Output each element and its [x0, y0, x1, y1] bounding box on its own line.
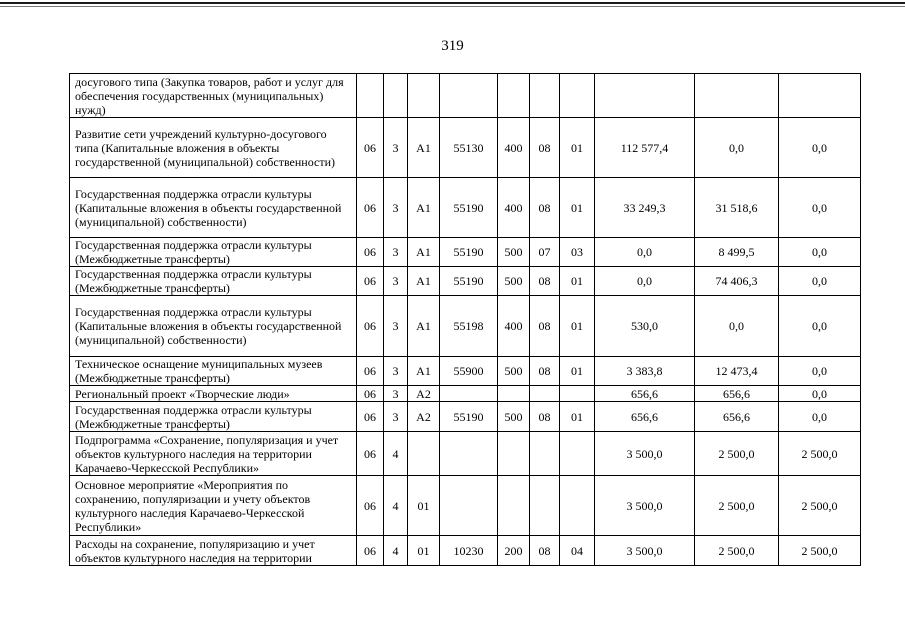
- row-name-cell: Государственная поддержка отрасли культуры (Капитальные вложения в объекты государственной (муниципальной) собственности): [70, 178, 357, 238]
- code-program-cell: 06: [357, 118, 384, 178]
- code-direction-cell: 55190: [440, 238, 498, 267]
- code-section-cell: 08: [530, 357, 560, 386]
- code-subsection-cell: [560, 476, 595, 536]
- code-event-cell: A2: [408, 402, 440, 432]
- code-program-cell: 06: [357, 432, 384, 476]
- amount-year2-cell: 656,6: [695, 402, 779, 432]
- code-direction-cell: 55190: [440, 178, 498, 238]
- amount-year1-cell: [595, 74, 695, 118]
- amount-year3-cell: 2 500,0: [779, 432, 861, 476]
- code-direction-cell: 10230: [440, 536, 498, 566]
- code-direction-cell: 55130: [440, 118, 498, 178]
- code-subprogram-cell: 3: [384, 357, 408, 386]
- code-event-cell: A2: [408, 386, 440, 402]
- amount-year3-cell: 0,0: [779, 296, 861, 357]
- amount-year3-cell: 2 500,0: [779, 536, 861, 566]
- code-program-cell: 06: [357, 476, 384, 536]
- amount-year2-cell: [695, 74, 779, 118]
- amount-year2-cell: 0,0: [695, 296, 779, 357]
- scan-top-border: [0, 2, 905, 4]
- code-event-cell: 01: [408, 536, 440, 566]
- code-expense-type-cell: 500: [498, 238, 530, 267]
- amount-year1-cell: 0,0: [595, 267, 695, 296]
- code-expense-type-cell: 500: [498, 267, 530, 296]
- code-event-cell: A1: [408, 118, 440, 178]
- row-name-cell: Региональный проект «Творческие люди»: [70, 386, 357, 402]
- amount-year2-cell: 2 500,0: [695, 536, 779, 566]
- code-subsection-cell: 01: [560, 267, 595, 296]
- table-row: [70, 118, 861, 178]
- amount-year3-cell: 0,0: [779, 402, 861, 432]
- code-subprogram-cell: 3: [384, 118, 408, 178]
- row-name-cell: Техническое оснащение муниципальных музеев (Межбюджетные трансферты): [70, 357, 357, 386]
- code-subprogram-cell: 3: [384, 267, 408, 296]
- code-subsection-cell: 01: [560, 357, 595, 386]
- code-subprogram-cell: 4: [384, 432, 408, 476]
- code-section-cell: 08: [530, 267, 560, 296]
- amount-year2-cell: 8 499,5: [695, 238, 779, 267]
- amount-year2-cell: 656,6: [695, 386, 779, 402]
- code-subsection-cell: 01: [560, 178, 595, 238]
- table-row: [70, 74, 861, 118]
- row-name-cell: Государственная поддержка отрасли культуры (Межбюджетные трансферты): [70, 267, 357, 296]
- code-expense-type-cell: 400: [498, 178, 530, 238]
- code-subsection-cell: [560, 432, 595, 476]
- row-name-cell: Расходы на сохранение, популяризацию и учет объектов культурного наследия на территории: [70, 536, 357, 566]
- code-expense-type-cell: 400: [498, 296, 530, 357]
- code-direction-cell: [440, 74, 498, 118]
- code-program-cell: 06: [357, 178, 384, 238]
- code-subprogram-cell: [384, 74, 408, 118]
- amount-year2-cell: 12 473,4: [695, 357, 779, 386]
- code-program-cell: [357, 74, 384, 118]
- amount-year1-cell: 3 500,0: [595, 432, 695, 476]
- code-event-cell: [408, 432, 440, 476]
- code-program-cell: 06: [357, 238, 384, 267]
- table-row: [70, 476, 861, 536]
- amount-year3-cell: 0,0: [779, 357, 861, 386]
- amount-year1-cell: 3 500,0: [595, 536, 695, 566]
- code-program-cell: 06: [357, 536, 384, 566]
- amount-year3-cell: 2 500,0: [779, 476, 861, 536]
- amount-year3-cell: [779, 74, 861, 118]
- row-name-cell: Основное мероприятие «Мероприятия по сохранению, популяризации и учету объектов культурного наследия Карачаево-Черкесской Республики»: [70, 476, 357, 536]
- row-name-cell: Государственная поддержка отрасли культуры (Межбюджетные трансферты): [70, 238, 357, 267]
- amount-year3-cell: 0,0: [779, 267, 861, 296]
- code-subprogram-cell: 3: [384, 238, 408, 267]
- code-section-cell: 08: [530, 118, 560, 178]
- code-direction-cell: [440, 476, 498, 536]
- table-row: [70, 402, 861, 432]
- amount-year1-cell: 3 500,0: [595, 476, 695, 536]
- code-expense-type-cell: [498, 74, 530, 118]
- code-event-cell: A1: [408, 178, 440, 238]
- code-section-cell: 08: [530, 536, 560, 566]
- code-event-cell: 01: [408, 476, 440, 536]
- code-direction-cell: 55198: [440, 296, 498, 357]
- code-event-cell: A1: [408, 238, 440, 267]
- amount-year1-cell: 530,0: [595, 296, 695, 357]
- scan-top-border-shadow: [0, 6, 905, 7]
- code-event-cell: [408, 74, 440, 118]
- amount-year3-cell: 0,0: [779, 118, 861, 178]
- code-section-cell: 08: [530, 402, 560, 432]
- code-section-cell: 07: [530, 238, 560, 267]
- amount-year1-cell: 33 249,3: [595, 178, 695, 238]
- code-subprogram-cell: 3: [384, 386, 408, 402]
- table-row: [70, 432, 861, 476]
- code-subsection-cell: 03: [560, 238, 595, 267]
- table-row: [70, 296, 861, 357]
- code-subprogram-cell: 3: [384, 296, 408, 357]
- amount-year2-cell: 2 500,0: [695, 432, 779, 476]
- code-event-cell: A1: [408, 267, 440, 296]
- code-program-cell: 06: [357, 296, 384, 357]
- code-section-cell: [530, 476, 560, 536]
- table-row: [70, 357, 861, 386]
- code-subprogram-cell: 3: [384, 402, 408, 432]
- row-name-cell: Государственная поддержка отрасли культуры (Капитальные вложения в объекты государственной (муниципальной) собственности): [70, 296, 357, 357]
- code-program-cell: 06: [357, 386, 384, 402]
- code-expense-type-cell: 400: [498, 118, 530, 178]
- code-event-cell: A1: [408, 296, 440, 357]
- code-direction-cell: [440, 432, 498, 476]
- table-row: [70, 238, 861, 267]
- code-expense-type-cell: [498, 476, 530, 536]
- row-name-cell: досугового типа (Закупка товаров, работ и услуг для обеспечения государственных (муниципальных) нужд): [70, 74, 357, 118]
- code-subsection-cell: [560, 386, 595, 402]
- table-body: [70, 74, 861, 566]
- code-program-cell: 06: [357, 357, 384, 386]
- table-row: [70, 267, 861, 296]
- code-event-cell: A1: [408, 357, 440, 386]
- table-row: [70, 536, 861, 566]
- row-name-cell: Подпрограмма «Сохранение, популяризация и учет объектов культурного наследия на территории Карачаево-Черкесской Республики»: [70, 432, 357, 476]
- code-subprogram-cell: 4: [384, 476, 408, 536]
- code-direction-cell: 55900: [440, 357, 498, 386]
- code-section-cell: [530, 74, 560, 118]
- code-subprogram-cell: 4: [384, 536, 408, 566]
- budget-table: [69, 73, 861, 566]
- code-subsection-cell: 04: [560, 536, 595, 566]
- code-expense-type-cell: [498, 432, 530, 476]
- code-subprogram-cell: 3: [384, 178, 408, 238]
- code-section-cell: 08: [530, 178, 560, 238]
- code-direction-cell: 55190: [440, 402, 498, 432]
- amount-year3-cell: 0,0: [779, 178, 861, 238]
- amount-year1-cell: 656,6: [595, 402, 695, 432]
- amount-year1-cell: 3 383,8: [595, 357, 695, 386]
- code-section-cell: [530, 386, 560, 402]
- page-number: 319: [441, 38, 464, 54]
- code-direction-cell: 55190: [440, 267, 498, 296]
- code-subsection-cell: 01: [560, 402, 595, 432]
- code-expense-type-cell: [498, 386, 530, 402]
- code-subsection-cell: 01: [560, 296, 595, 357]
- amount-year2-cell: 31 518,6: [695, 178, 779, 238]
- code-subsection-cell: [560, 74, 595, 118]
- code-section-cell: [530, 432, 560, 476]
- code-subsection-cell: 01: [560, 118, 595, 178]
- table-row: [70, 386, 861, 402]
- amount-year1-cell: 656,6: [595, 386, 695, 402]
- code-program-cell: 06: [357, 402, 384, 432]
- amount-year1-cell: 0,0: [595, 238, 695, 267]
- code-section-cell: 08: [530, 296, 560, 357]
- amount-year3-cell: 0,0: [779, 386, 861, 402]
- row-name-cell: Развитие сети учреждений культурно-досугового типа (Капитальные вложения в объекты государственной (муниципальной) собственности): [70, 118, 357, 178]
- code-expense-type-cell: 500: [498, 402, 530, 432]
- amount-year2-cell: 74 406,3: [695, 267, 779, 296]
- amount-year2-cell: 0,0: [695, 118, 779, 178]
- code-expense-type-cell: 200: [498, 536, 530, 566]
- row-name-cell: Государственная поддержка отрасли культуры (Межбюджетные трансферты): [70, 402, 357, 432]
- table-row: [70, 178, 861, 238]
- amount-year3-cell: 0,0: [779, 238, 861, 267]
- amount-year2-cell: 2 500,0: [695, 476, 779, 536]
- code-direction-cell: [440, 386, 498, 402]
- amount-year1-cell: 112 577,4: [595, 118, 695, 178]
- code-program-cell: 06: [357, 267, 384, 296]
- code-expense-type-cell: 500: [498, 357, 530, 386]
